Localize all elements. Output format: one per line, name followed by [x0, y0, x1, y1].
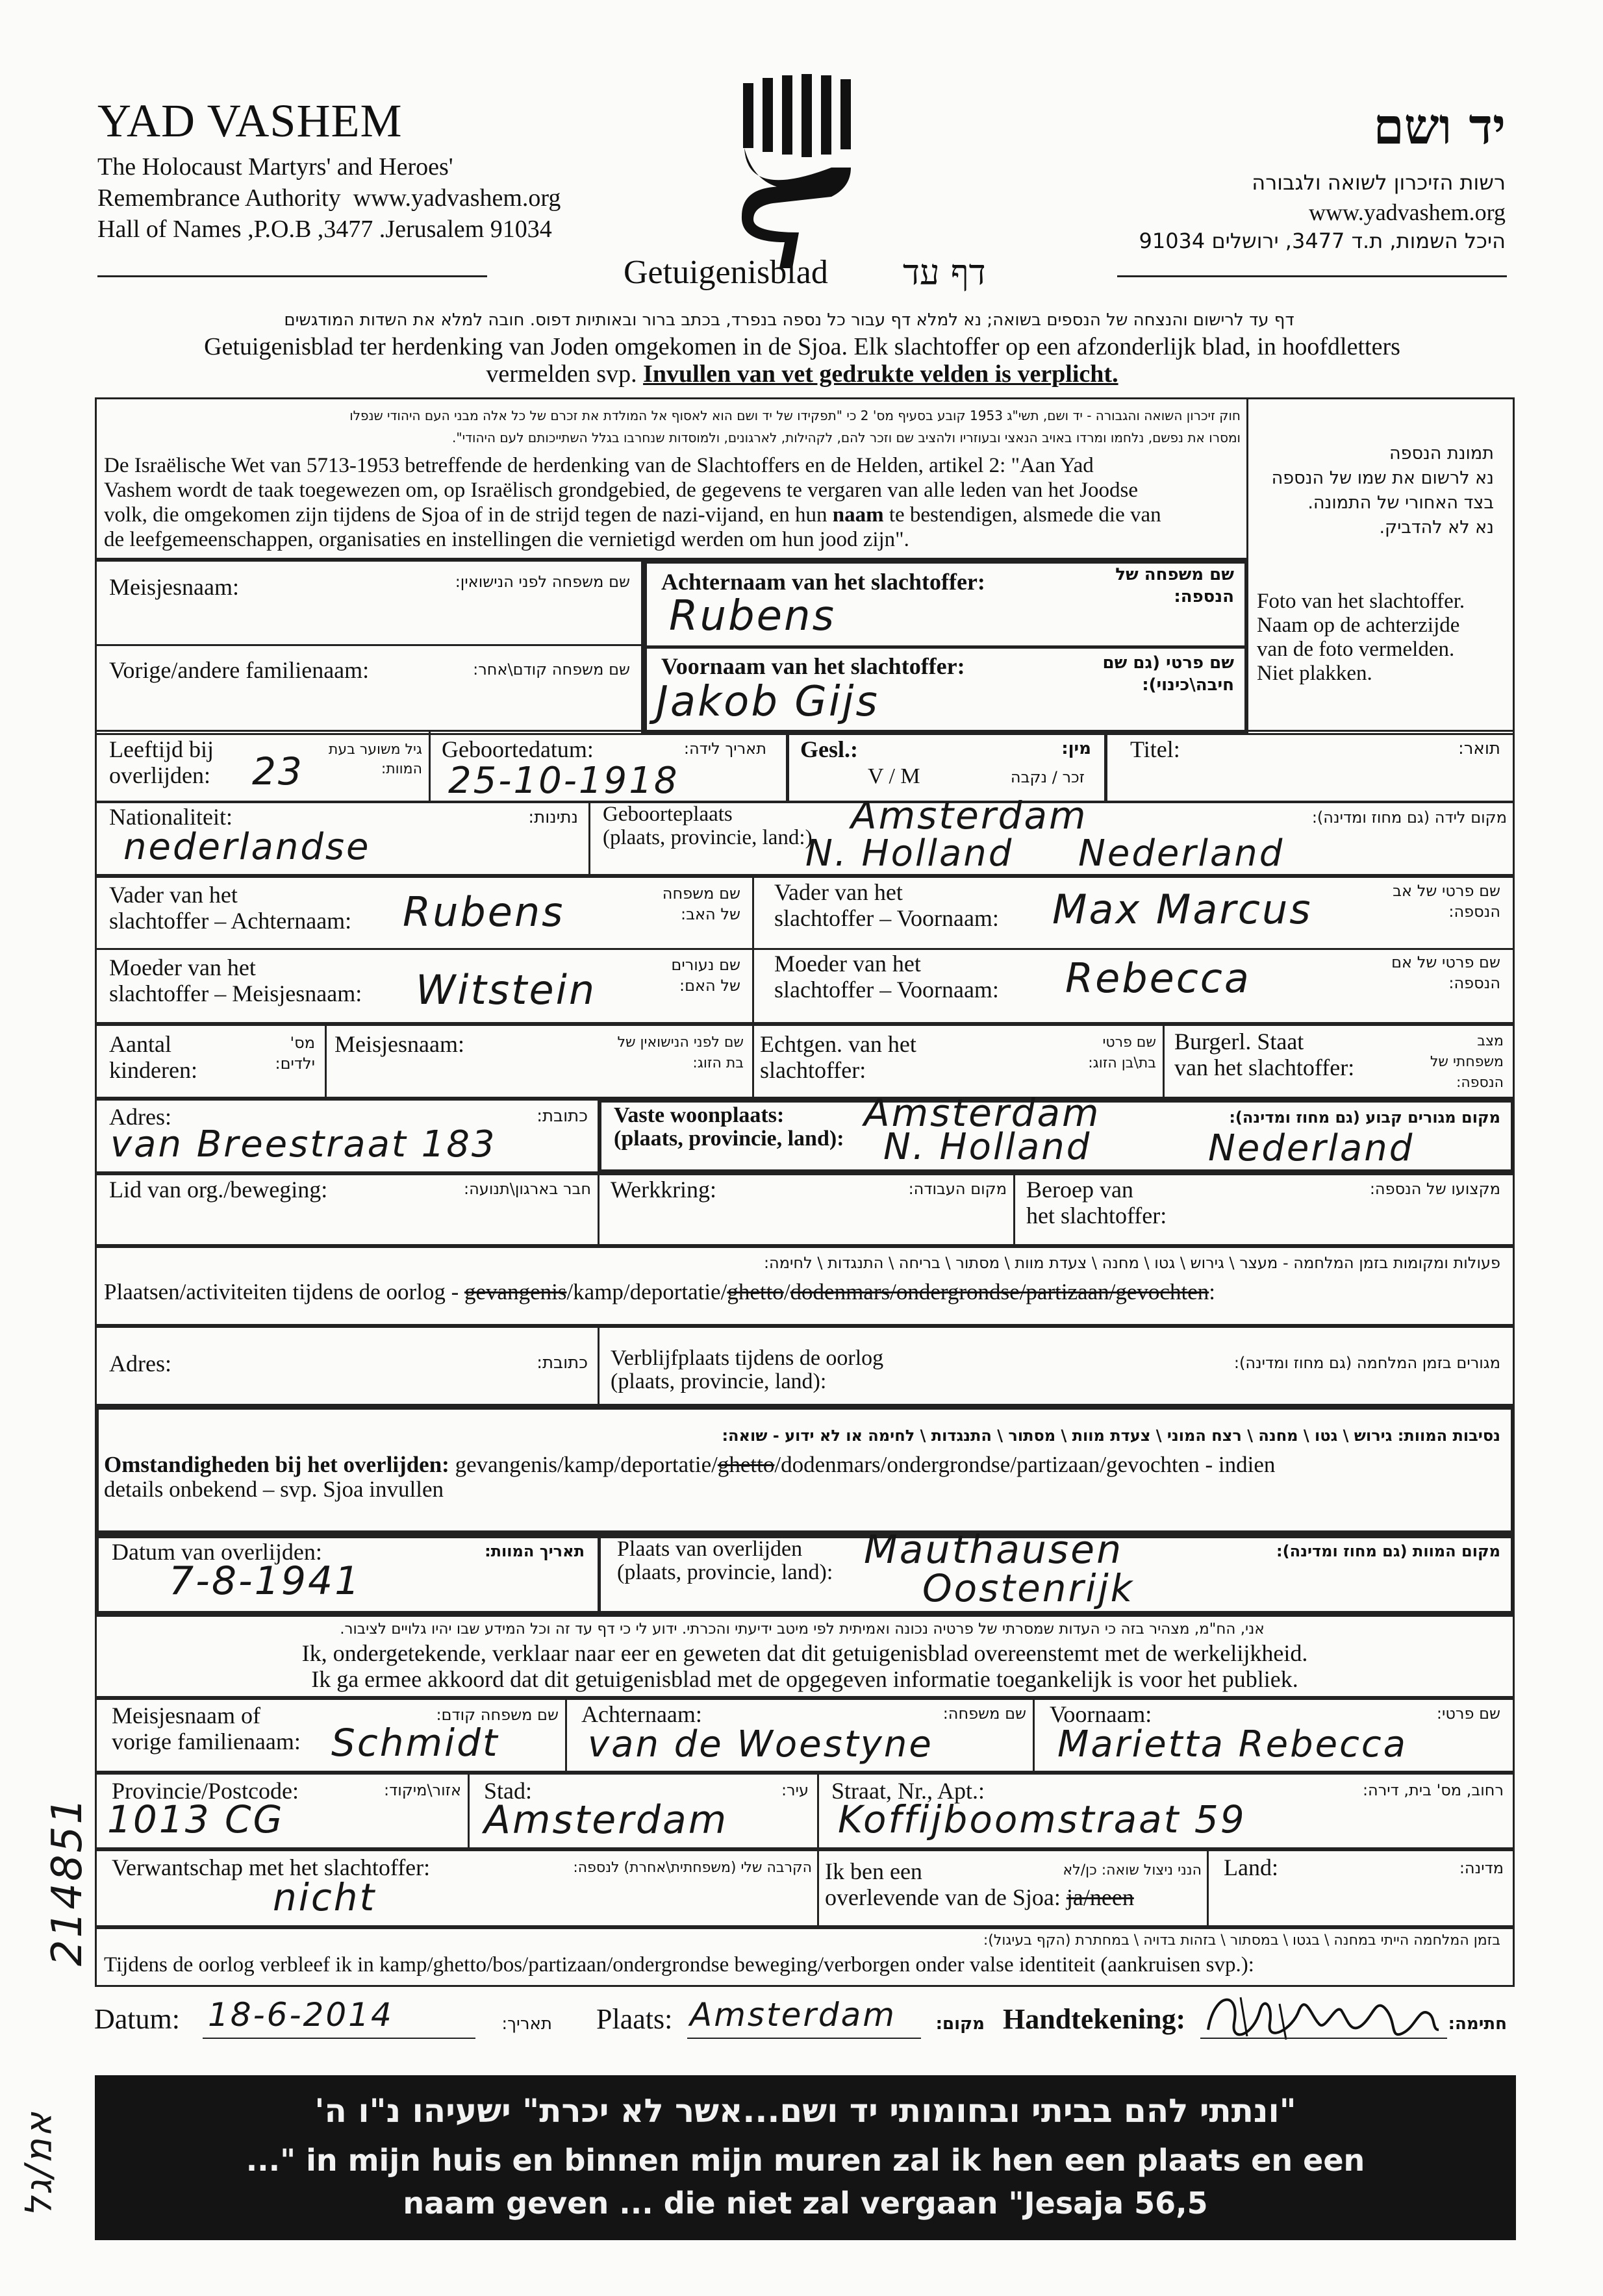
title-label: Titel: — [1130, 736, 1180, 762]
victim-other-name-label-he: שם משפחה קודם\אחר: — [473, 660, 630, 679]
war-residence-label: Verblijfplaats tijdens de oorlog (plaats, provincie, land): — [611, 1346, 884, 1393]
submitter-street-value[interactable]: Koffijboomstraat 59 — [838, 1797, 1246, 1841]
org-member-label: Lid van org./beweging: — [109, 1177, 328, 1203]
nationality-value[interactable]: nederlandse — [123, 826, 371, 868]
dob-label: Geboortedatum: — [442, 736, 594, 762]
death-place-label-he: מקום המוות (גם מחוז ומדינה): — [1276, 1542, 1500, 1560]
org-sub-he: רשות הזיכרון לשואה ולגבורה — [1252, 170, 1506, 195]
birthplace-label: Geboorteplaats (plaats, provincie, land:) — [603, 803, 813, 849]
victim-surname-label: Achternaam van het slachtoffer: — [661, 569, 985, 595]
birthplace-value-3[interactable]: Nederland — [1078, 832, 1285, 875]
submitter-city-value[interactable]: Amsterdam — [484, 1797, 729, 1843]
death-place-value-1[interactable]: Mauthausen — [864, 1527, 1124, 1573]
mother-maiden-value[interactable]: Witstein — [416, 966, 597, 1014]
victim-other-name-label: Vorige/andere familienaam: — [109, 657, 370, 683]
intro-nl-2: vermelden svp. Invullen van vet gedrukte velden is verplicht. — [486, 360, 1118, 388]
submitter-postcode-value[interactable]: 1013 CG — [107, 1797, 284, 1841]
declaration-nl-2: Ik ga ermee akkoord dat dit getuigenisblad met de opgegeven informatie toegankelijk is voor het publiek. — [311, 1666, 1298, 1692]
submitter-street-label-he: רחוב, מס' בית, דירה: — [1362, 1781, 1504, 1799]
org-address-en: Hall of Names ,P.O.B ,3477 .Jerusalem 91034 — [97, 216, 552, 243]
victim-maiden-field[interactable] — [109, 604, 629, 636]
org-sub-en-2: Remembrance Authority www.yadvashem.org — [97, 184, 561, 212]
father-first-label: Vader van het slachtoffer – Voornaam: — [774, 879, 999, 931]
law-he-1: חוק זיכרון השואה והגבורה - יד ושם, תשי"ג 1953 קובע בסעיף מס' 2 כי "תפקידו של יד ושם הוא לאסוף אל המולדת את זכרם של כל אלה מבני העם היהודי שנפלו — [349, 408, 1241, 423]
war-activities: Plaatsen/activiteiten tijdens de oorlog - gevangenis/kamp/deportatie/ghetto/dodenmars/ondergrondse/partizaan/gevochten: — [104, 1279, 1215, 1304]
submitter-maiden-label-he: שם משפחה קודם: — [436, 1706, 559, 1724]
submitter-firstname-label: Voornaam: — [1050, 1701, 1152, 1727]
death-date-value[interactable]: 7-8-1941 — [169, 1558, 362, 1604]
signature-scribble[interactable] — [1202, 1984, 1442, 2049]
photo-instructions-nl: Foto van het slachtoffer. Naam op de achterzijde van de foto vermelden. Niet plakken. — [1257, 590, 1465, 685]
permanent-residence-value-3[interactable]: Nederland — [1208, 1127, 1415, 1169]
victim-firstname-label-he: שם פרטי (גם שם חיבה\כינוי): — [1102, 653, 1234, 695]
photo-instructions-he: תמונת הנספה נא לרשום את שמו של הנספה בצד האחורי של התמונה. נא לא להדביק. — [1271, 443, 1494, 538]
form-title: Getuigenisblad — [624, 254, 828, 291]
intro-he: דף עד לרישום והנצחה של הנספים בשואה; נא למלא דף עבור כל נספה בנפרד, בכתב ברור ובאותיות דפוס. חובה למלא את השדות המודגשים — [284, 310, 1294, 330]
footer-quote-he: "ונתתי להם בביתי ובחומותי יד ושם...אשר לא יכרת" ישעיהו נ"ו ה' — [314, 2092, 1296, 2130]
work-label-he: מקום העבודה: — [908, 1180, 1007, 1198]
submitter-postcode-label: Provincie/Postcode: — [112, 1778, 299, 1804]
yad-vashem-logo — [734, 70, 864, 271]
submitter-street-label: Straat, Nr., Apt.: — [831, 1778, 985, 1804]
declaration-nl-1: Ik, ondergetekende, verklaar naar eer en geweten dat dit getuigenisblad overeenstemt met de werkelijkheid. — [301, 1640, 1308, 1666]
intro-nl-1: Getuigenisblad ter herdenking van Joden omgekomen in de Sjoa. Elk slachtoffer op een afzonderlijk blad, in hoofdletters — [204, 333, 1400, 360]
war-activities-he: פעולות ומקומות בזמן המלחמה - מעצר \ גירוש \ גטו \ מחנה \ צעדת מוות \ מסתור \ בריחה \ התנגדות \ לחימה: — [763, 1254, 1500, 1272]
war-address-label: Adres: — [109, 1351, 171, 1377]
gender-label: Gesl.: — [800, 736, 858, 762]
father-surname-value[interactable]: Rubens — [403, 888, 565, 936]
death-circumstances-he: נסיבות המוות: גירוש \ גטו \ מחנה \ רצח המוני \ צעדת מוות \ מסתור \ התנגדות \ לחימה או לא ידוע - שואה: — [722, 1427, 1500, 1445]
victim-maiden-label-he: שם משפחה לפני הנישואין: — [455, 573, 630, 591]
margin-number: 214851 — [44, 1795, 92, 1967]
permanent-residence-label-he: מקום מגורים קבוע (גם מחוז ומדינה): — [1229, 1108, 1500, 1127]
org-url-he: www.yadvashem.org — [1309, 199, 1506, 225]
relation-label-he: הקרבה שלי (משפחתית\אחרת) לנספה: — [573, 1860, 812, 1876]
permanent-residence-value-2[interactable]: N. Holland — [883, 1126, 1092, 1168]
dob-label-he: תאריך לידה: — [683, 740, 766, 758]
spouse-maiden-label: Meisjesnaam: — [334, 1031, 464, 1057]
sign-place-value[interactable]: Amsterdam — [690, 1996, 896, 2034]
footer-quote-nl-2: naam geven ... die niet zal vergaan "Jesaja 56,5 — [403, 2186, 1208, 2221]
sign-date-value[interactable]: 18-6-2014 — [208, 1996, 394, 2034]
gender-options-he: זכר / נקבה — [1010, 768, 1085, 786]
signature-label: Handtekening: — [1003, 2003, 1186, 2035]
status-label-he: מצב משפחתי של הנספה: — [1430, 1033, 1504, 1091]
camp-nl: Tijdens de oorlog verbleef ik in kamp/ghetto/bos/partizaan/ondergrondse beweging/verborgen onder valse identiteit (aankruisen svp.): — [104, 1953, 1254, 1977]
nationality-label-he: נתינות: — [528, 808, 578, 827]
spouse-label-he: שם פרטי בת\בן הזוג: — [1088, 1034, 1156, 1071]
birthplace-value-2[interactable]: N. Holland — [805, 832, 1014, 875]
survivor-label: Ik ben een overlevende van de Sjoa: ja/neen — [825, 1858, 1134, 1910]
survivor-options[interactable]: ja/neen — [1066, 1884, 1134, 1910]
permanent-residence-value-1[interactable]: Amsterdam — [864, 1091, 1101, 1135]
submitter-maiden-value[interactable]: Schmidt — [331, 1721, 499, 1765]
submitter-city-label-he: עיר: — [781, 1781, 809, 1799]
org-name-he: יד ושם — [1373, 97, 1506, 155]
war-residence-label-he: מגורים בזמן המלחמה (גם מחוז ומדינה): — [1233, 1354, 1500, 1372]
permanent-residence-label: Vaste woonplaats: (plaats, provincie, land): — [614, 1103, 844, 1151]
sign-date-label-he: תאריך: — [501, 2014, 552, 2034]
age-label-he: גיל משוער בעת המוות: — [328, 742, 422, 777]
sign-place-label: Plaats: — [596, 2003, 673, 2035]
sign-place-label-he: מקום: — [935, 2014, 985, 2034]
mother-first-value[interactable]: Rebecca — [1065, 955, 1251, 1002]
submitter-surname-label: Achternaam: — [581, 1701, 702, 1727]
spouse-label: Echtgen. van het slachtoffer: — [760, 1031, 916, 1083]
gender-options[interactable]: V / M — [868, 764, 920, 788]
address-label-he: כתובת: — [536, 1106, 588, 1126]
submitter-surname-label-he: שם משפחה: — [942, 1704, 1026, 1723]
footer-quote-nl-1: ..." in mijn huis en binnen mijn muren zal ik hen een plaats en een — [246, 2143, 1365, 2178]
relation-label: Verwantschap met het slachtoffer: — [112, 1854, 431, 1880]
title-label-he: תואר: — [1458, 739, 1500, 758]
death-place-label: Plaats van overlijden (plaats, provincie, land): — [617, 1537, 833, 1584]
org-sub-en-1: The Holocaust Martyrs' and Heroes' — [97, 153, 453, 181]
victim-firstname-label: Voornaam van het slachtoffer: — [661, 653, 965, 679]
mother-maiden-label: Moeder van het slachtoffer – Meisjesnaam: — [109, 955, 362, 1006]
father-surname-label: Vader van het slachtoffer – Achternaam: — [109, 882, 352, 934]
address-value[interactable]: van Breestraat 183 — [110, 1123, 497, 1166]
dob-value[interactable]: 25-10-1918 — [448, 760, 679, 802]
father-first-value[interactable]: Max Marcus — [1052, 886, 1313, 933]
survivor-label-he: הנני ניצול שואה: כן/לא — [1063, 1862, 1202, 1878]
children-label-he: מס' ילדים: — [275, 1034, 315, 1073]
signature-label-he: חתימה: — [1448, 2014, 1507, 2034]
age-value[interactable]: 23 — [252, 749, 304, 793]
law-nl: De Israëlische Wet van 5713-1953 betreffende de herdenking van de Slachtoffers en de Helden, artikel 2: "Aan Yad Vashem wordt de taak toegewezen om, op Israëlisch grondgebied, de gegevens te vergaren van alle leden van het Joodse volk, die omgekomen zijn tijdens de Sjoa of in de strijd tegen de nazi-vijand, en hun naam te bestendigen, alsmede die van de leefgemeenschappen, organisaties en instellingen die vernietigd werden om hun jood zijn". — [104, 454, 1161, 551]
victim-surname-value[interactable]: Rubens — [669, 592, 836, 640]
status-label: Burgerl. Staat van het slachtoffer: — [1174, 1029, 1355, 1080]
margin-code: אמ/גל — [18, 2110, 60, 2217]
submitter-maiden-label: Meisjesnaam of vorige familienaam: — [112, 1703, 301, 1754]
submitter-city-label: Stad: — [484, 1778, 533, 1804]
org-address-he: היכל השמות, ת.ד 3477, ירושלים 91034 — [1139, 229, 1506, 253]
children-label: Aantal kinderen: — [109, 1031, 197, 1083]
mother-maiden-label-he: שם נעורים של האם: — [671, 956, 740, 995]
work-label: Werkkring: — [611, 1177, 717, 1203]
victim-maiden-label: Meisjesnaam: — [109, 574, 239, 600]
birthplace-value-1[interactable]: Amsterdam — [851, 793, 1088, 838]
country-label: Land: — [1224, 1854, 1278, 1880]
birthplace-label-he: מקום לידה (גם מחוז ומדינה): — [1311, 808, 1507, 827]
death-place-value-2[interactable]: Oostenrijk — [922, 1566, 1135, 1610]
address-label: Adres: — [109, 1104, 171, 1130]
org-member-label-he: חבר בארגון\תנועה: — [464, 1180, 591, 1198]
mother-first-label-he: שם פרטי של אם הנספה: — [1391, 953, 1500, 992]
death-circumstances: Omstandigheden bij het overlijden: gevangenis/kamp/deportatie/ghetto/dodenmars/ondergrondse/partizaan/gevochten - indien — [104, 1452, 1276, 1477]
nationality-label: Nationaliteit: — [109, 804, 233, 830]
war-address-label-he: כתובת: — [536, 1353, 588, 1373]
death-date-label: Datum van overlijden: — [112, 1539, 322, 1565]
father-surname-label-he: שם משפחה של האב: — [662, 884, 740, 923]
declaration-he: אני, הח"מ, מצהיר בזה כי העדות שמסרתי של פרטיה נכונה ואמיתית לפי מיטב ידיעתי והכרתי. ידוע לי כי דף עד זה וכל המידע שבו יהיו גלויים לציבור. — [340, 1621, 1265, 1638]
spouse-maiden-label-he: שם לפני הנישואין של בת הזוג: — [617, 1034, 744, 1071]
gender-label-he: מין: — [1061, 739, 1091, 758]
death-circumstances-2: details onbekend – svp. Sjoa invullen — [104, 1477, 444, 1502]
relation-value[interactable]: nicht — [273, 1875, 377, 1919]
submitter-surname-value[interactable]: van de Woestyne — [588, 1723, 933, 1766]
submitter-postcode-label-he: אזור\מיקוד: — [384, 1781, 461, 1799]
law-he-2: ומסרו את נפשם, נלחמו ומרדו באויב הנאצי ובעוזריו ולהציב שם וזכר להם, לקהילות, לארגונים, ולמוסדות שנחרבו בגלל השתייכותם לעם היהודי". — [452, 430, 1241, 445]
victim-surname-label-he: שם משפחה של הנספה: — [1115, 565, 1234, 606]
country-label-he: מדינה: — [1459, 1859, 1504, 1877]
age-label: Leeftijd bij overlijden: — [109, 736, 214, 788]
mother-first-label: Moeder van het slachtoffer – Voornaam: — [774, 951, 999, 1003]
death-date-label-he: תאריך המוות: — [485, 1542, 585, 1560]
father-first-label-he: שם פרטי של אב הנספה: — [1393, 882, 1500, 921]
submitter-firstname-value[interactable]: Marietta Rebecca — [1057, 1723, 1407, 1766]
profession-label: Beroep van het slachtoffer: — [1026, 1177, 1167, 1229]
profession-label-he: מקצועו של הנספה: — [1369, 1180, 1500, 1198]
victim-firstname-value[interactable]: Jakob Gijs — [656, 678, 879, 726]
submitter-firstname-label-he: שם פרטי: — [1436, 1704, 1500, 1723]
form-title-he: דף עד — [903, 252, 986, 293]
camp-he: בזמן המלחמה הייתי במחנה \ בגטו \ במסתור \ בזהות בדויה \ במחתרת (הקף בעיגול): — [983, 1932, 1500, 1949]
org-name-en: YAD VASHEM — [97, 95, 403, 147]
sign-date-label: Datum: — [94, 2003, 180, 2035]
